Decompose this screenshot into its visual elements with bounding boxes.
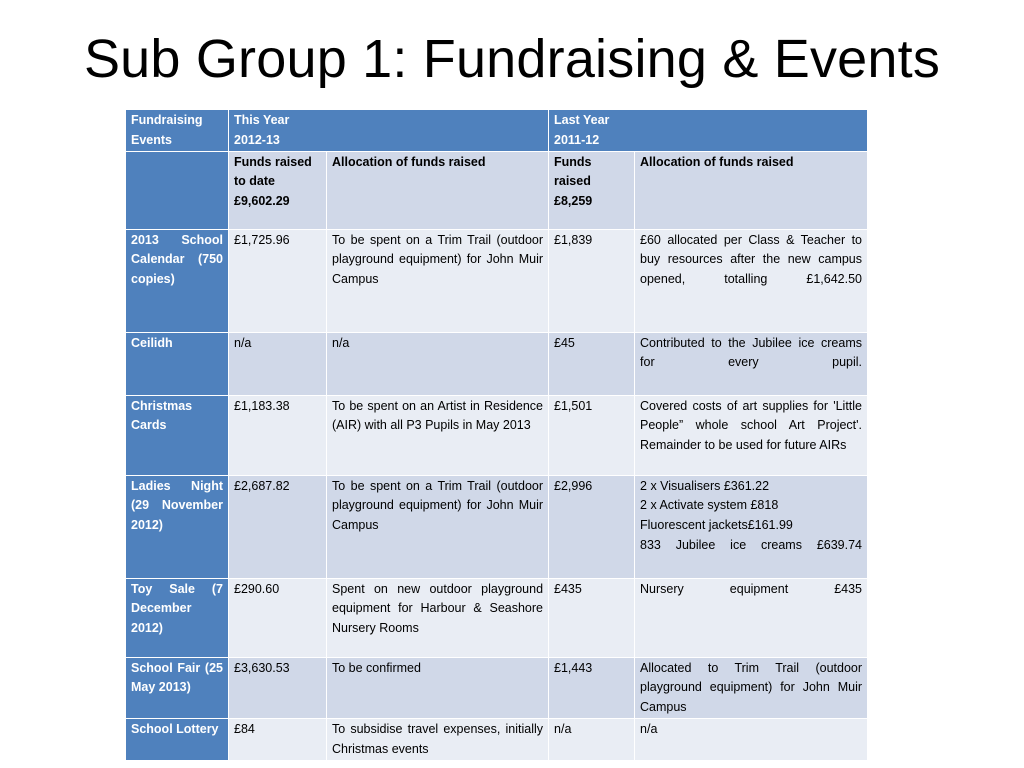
header-last-year: Last Year 2011-12 xyxy=(549,110,868,152)
allocation-last-year: £60 allocated per Class & Teacher to buy resources after the new campus opened, totalling £1,642.50 xyxy=(635,229,868,332)
table-row xyxy=(126,475,868,578)
allocation-this-year: To subsidise travel expenses, initially Christmas events xyxy=(327,718,549,760)
funds-this-year: £290.60 xyxy=(229,578,327,657)
allocation-last-year: Allocated to Trim Trail (outdoor playground equipment) for John Muir Campus xyxy=(635,657,868,718)
allocation-last-year: Nursery equipment £435 xyxy=(635,578,868,657)
subheader-allocation-last-year: Allocation of funds raised xyxy=(635,151,868,229)
allocation-last-year: n/a xyxy=(635,718,868,760)
subheader-allocation-this-year: Allocation of funds raised xyxy=(327,151,549,229)
event-name: Christmas Cards xyxy=(126,395,229,475)
funds-last-year: £2,996 xyxy=(549,475,635,578)
table-row xyxy=(126,718,868,760)
table-row xyxy=(126,395,868,475)
allocation-this-year: To be spent on a Trim Trail (outdoor playground equipment) for John Muir Campus xyxy=(327,229,549,332)
subheader-funds-this-year: Funds raised to date £9,602.29 xyxy=(229,151,327,229)
funds-last-year: £1,839 xyxy=(549,229,635,332)
header-fundraising-events: Fundraising Events xyxy=(126,110,229,152)
slide-title: Sub Group 1: Fundraising & Events xyxy=(83,29,941,89)
fundraising-table xyxy=(125,109,868,761)
funds-this-year: £84 xyxy=(229,718,327,760)
event-name: Ceilidh xyxy=(126,332,229,395)
table-row xyxy=(126,578,868,657)
table-row xyxy=(126,657,868,718)
allocation-line: 2 x Visualisers £361.22 xyxy=(640,478,770,493)
allocation-line: Fluorescent jackets£161.99 xyxy=(640,518,793,533)
table-subheader-row xyxy=(126,151,868,229)
allocation-this-year: To be spent on an Artist in Residence (AIR) with all P3 Pupils in May 2013 xyxy=(327,395,549,475)
table-header-row xyxy=(126,110,868,152)
funds-this-year: £3,630.53 xyxy=(229,657,327,718)
table-row xyxy=(126,229,868,332)
event-name: Toy Sale (7 December 2012) xyxy=(126,578,229,657)
allocation-last-year xyxy=(635,475,868,578)
allocation-this-year: To be confirmed xyxy=(327,657,549,718)
funds-this-year: £1,725.96 xyxy=(229,229,327,332)
funds-last-year: £1,501 xyxy=(549,395,635,475)
allocation-line: 833 Jubilee ice creams £639.74 xyxy=(640,537,863,552)
funds-this-year: £1,183.38 xyxy=(229,395,327,475)
allocation-last-year: Covered costs of art supplies for 'Little People” whole school Art Project'. Remainder to be used for future AIRs xyxy=(635,395,868,475)
allocation-this-year: n/a xyxy=(327,332,549,395)
funds-last-year: £435 xyxy=(549,578,635,657)
allocation-this-year: To be spent on a Trim Trail (outdoor playground equipment) for John Muir Campus xyxy=(327,475,549,578)
table-row xyxy=(126,332,868,395)
event-name: School Lottery xyxy=(126,718,229,760)
funds-last-year: £1,443 xyxy=(549,657,635,718)
subheader-funds-last-year: Funds raised £8,259 xyxy=(549,151,635,229)
funds-this-year: n/a xyxy=(229,332,327,395)
subheader-blank-cell xyxy=(126,151,229,229)
allocation-last-year: Contributed to the Jubilee ice creams for every pupil. xyxy=(635,332,868,395)
funds-last-year: £45 xyxy=(549,332,635,395)
event-name: School Fair (25 May 2013) xyxy=(126,657,229,718)
header-this-year: This Year 2012-13 xyxy=(229,110,549,152)
event-name: 2013 School Calendar (750 copies) xyxy=(126,229,229,332)
allocation-line: 2 x Activate system £818 xyxy=(640,498,779,513)
allocation-this-year: Spent on new outdoor playground equipment for Harbour & Seashore Nursery Rooms xyxy=(327,578,549,657)
funds-last-year: n/a xyxy=(549,718,635,760)
funds-this-year: £2,687.82 xyxy=(229,475,327,578)
event-name: Ladies Night (29 November 2012) xyxy=(126,475,229,578)
